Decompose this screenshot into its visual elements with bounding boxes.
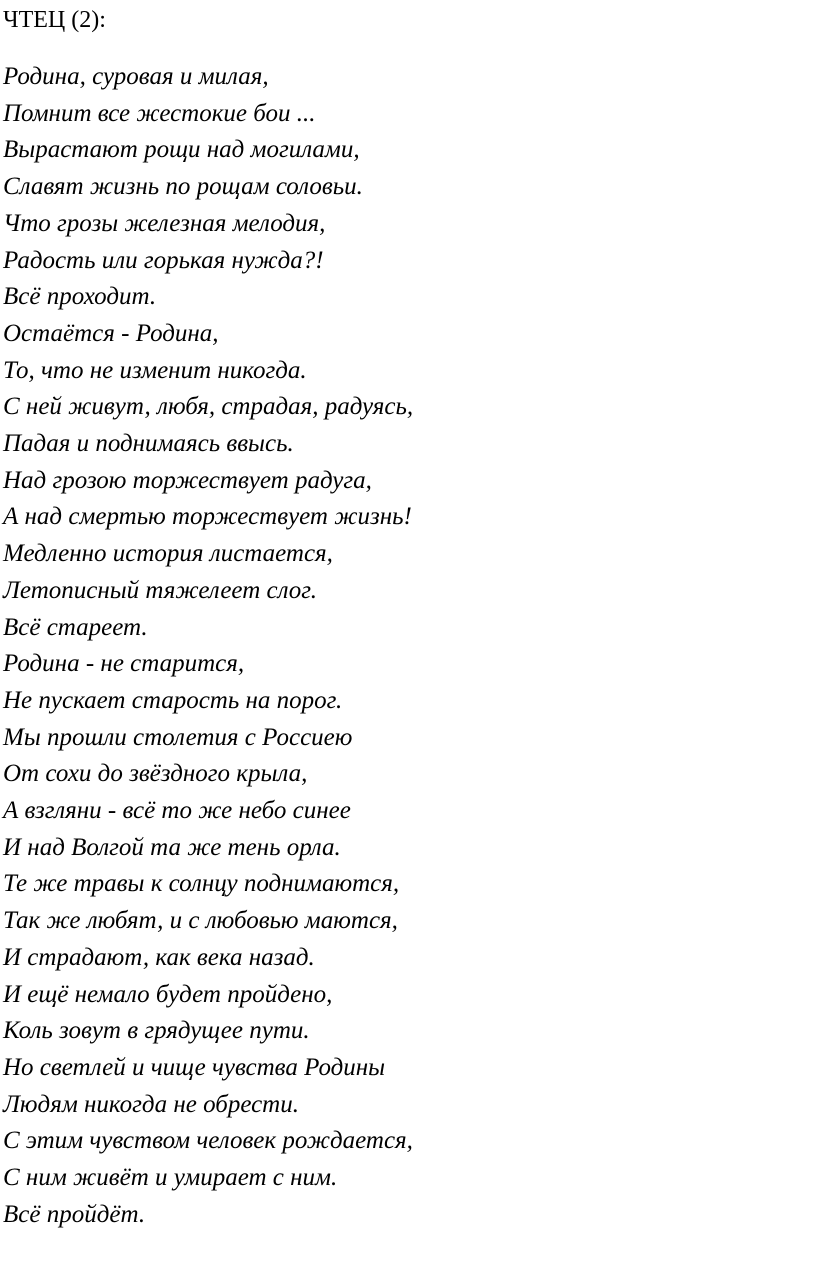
poem-line: Летописный тяжелеет слог. bbox=[3, 576, 317, 604]
poem-line: А над смертью торжествует жизнь! bbox=[3, 503, 412, 531]
poem-text bbox=[3, 59, 813, 1234]
poem-line: Так же любят, и с любовью маются, bbox=[3, 907, 398, 935]
poem-line: Родина - не старится, bbox=[3, 650, 245, 678]
poem-line: И страдают, как века назад. bbox=[3, 943, 315, 971]
poem-line: Медленно история листается, bbox=[3, 540, 333, 568]
poem-line: Коль зовут в грядущее пути. bbox=[3, 1017, 310, 1045]
poem-line: И ещё немало будет пройдено, bbox=[3, 980, 333, 1008]
poem-line: С этим чувством человек рождается, bbox=[3, 1127, 413, 1155]
speaker-heading: ЧТЕЦ (2): bbox=[3, 7, 106, 33]
poem-line: Родина, суровая и милая, bbox=[3, 63, 269, 90]
poem-line: Что грозы железная мелодия, bbox=[3, 209, 326, 237]
poem-line: Вырастают рощи над могилами, bbox=[3, 136, 360, 164]
poem-line: Те же травы к солнцу поднимаются, bbox=[3, 870, 400, 898]
poem-line: С ним живёт и умирает с ним. bbox=[3, 1164, 338, 1192]
poem-line: Над грозою торжествует радуга, bbox=[3, 466, 372, 494]
poem-line: С ней живут, любя, страдая, радуясь, bbox=[3, 393, 414, 421]
poem-line: Мы прошли столетия с Россиею bbox=[3, 723, 353, 751]
poem-line: Всё стареет. bbox=[3, 613, 148, 641]
poem-line: Падая и поднимаясь ввысь. bbox=[3, 430, 294, 458]
poem-line: От сохи до звёздного крыла, bbox=[3, 760, 308, 788]
poem-line: Всё пройдёт. bbox=[3, 1200, 146, 1228]
poem-line: А взгляни - всё то же небо синее bbox=[3, 797, 351, 825]
poem-line: Радость или горькая нужда?! bbox=[3, 246, 324, 274]
poem-line: И над Волгой та же тень орла. bbox=[3, 833, 341, 861]
document-page bbox=[3, 0, 813, 1234]
poem-line: Помнит все жестокие бои ... bbox=[3, 99, 316, 127]
poem-line: Остаётся - Родина, bbox=[3, 319, 219, 347]
poem-line: Не пускает старость на порог. bbox=[3, 686, 343, 714]
poem-line: Славят жизнь по рощам соловьи. bbox=[3, 173, 363, 201]
poem-line: Людям никогда не обрести. bbox=[3, 1090, 299, 1118]
poem-line: Но светлей и чище чувства Родины bbox=[3, 1053, 386, 1081]
poem-line: То, что не изменит никогда. bbox=[3, 356, 307, 384]
poem-line: Всё проходит. bbox=[3, 283, 157, 311]
